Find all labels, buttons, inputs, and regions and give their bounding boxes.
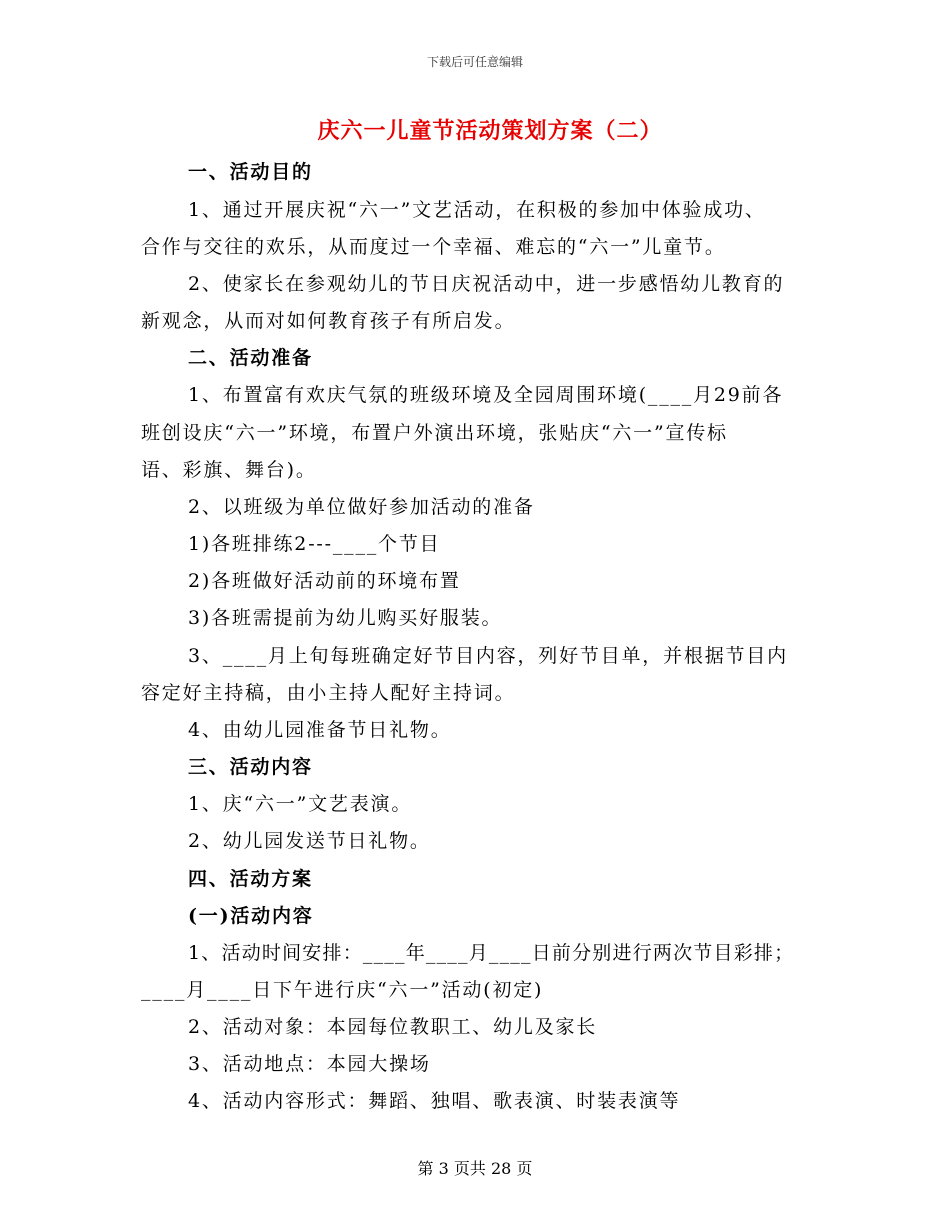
header-note: 下载后可任意编辑 <box>426 55 523 69</box>
paragraph-line: 2)各班做好活动前的环境布置 <box>188 570 461 592</box>
page-number-footer: 第 3 页共 28 页 <box>417 1159 533 1178</box>
section-heading: 四、活动方案 <box>188 868 313 890</box>
section-heading: 一、活动目的 <box>188 161 313 183</box>
paragraph-line: ____月____日下午进行庆“六一”活动(初定) <box>141 979 544 1001</box>
paragraph-line: 3)各班需提前为幼儿购买好服装。 <box>188 607 503 629</box>
paragraph-line: 2、幼儿园发送节日礼物。 <box>188 830 431 852</box>
paragraph-line: 新观念，从而对如何教育孩子有所启发。 <box>141 310 516 332</box>
subsection-heading: (一)活动内容 <box>188 905 314 927</box>
paragraph-line: 1、通过开展庆祝“六一”文艺活动，在积极的参加中体验成功、 <box>188 199 766 221</box>
paragraph-line: 3、活动地点：本园大操场 <box>188 1053 431 1075</box>
document-title: 庆六一儿童节活动策划方案（二） <box>317 118 663 144</box>
section-heading: 三、活动内容 <box>188 756 313 778</box>
paragraph-line: 2、使家长在参观幼儿的节日庆祝活动中，进一步感悟幼儿教育的 <box>188 273 785 295</box>
paragraph-line: 班创设庆“六一”环境，布置户外演出环境，张贴庆“六一”宣传标 <box>141 422 728 444</box>
paragraph-line: 1、布置富有欢庆气氛的班级环境及全园周围环境(____月29前各 <box>188 384 784 406</box>
paragraph-line: 语、彩旗、舞台)。 <box>141 459 317 481</box>
paragraph-line: 1、庆“六一”文艺表演。 <box>188 793 413 815</box>
paragraph-line: 合作与交往的欢乐，从而度过一个幸福、难忘的“六一”儿童节。 <box>141 236 726 258</box>
section-heading: 二、活动准备 <box>188 347 313 369</box>
paragraph-line: 1)各班排练2---____个节目 <box>188 533 441 555</box>
paragraph-line: 2、活动对象：本园每位教职工、幼儿及家长 <box>188 1016 598 1038</box>
paragraph-line: 容定好主持稿，由小主持人配好主持词。 <box>141 682 516 704</box>
paragraph-line: 4、活动内容形式：舞蹈、独唱、歌表演、时装表演等 <box>188 1090 681 1112</box>
paragraph-line: 2、以班级为单位做好参加活动的准备 <box>188 496 535 518</box>
paragraph-line: 4、由幼儿园准备节日礼物。 <box>188 719 452 741</box>
paragraph-line: 3、____月上旬每班确定好节目内容，列好节目单，并根据节目内 <box>188 645 788 667</box>
paragraph-line: 1、活动时间安排：____年____月____日前分别进行两次节目彩排； <box>188 942 795 964</box>
